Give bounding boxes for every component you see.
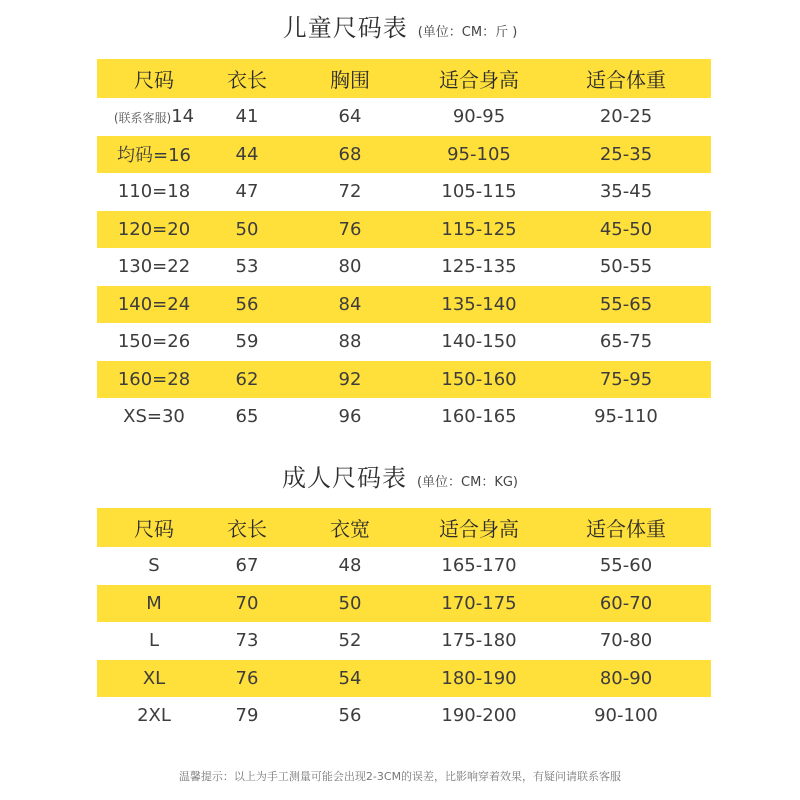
height-cell: 165-170	[441, 555, 517, 577]
height-cell: 90-95	[452, 106, 506, 128]
width-cell: 54	[338, 667, 362, 689]
height-cell: 170-175	[441, 592, 517, 614]
size-cell: 2XL	[137, 705, 171, 727]
size-cell: 130=22	[117, 256, 191, 278]
width-cell: 50	[338, 592, 362, 614]
size-cell: 160=28	[117, 368, 191, 390]
width-cell: 56	[338, 705, 362, 727]
size-cell: 150=26	[117, 331, 191, 353]
kids-table-header	[97, 59, 711, 98]
size-value: 14	[171, 106, 195, 128]
length-cell: 44	[235, 143, 259, 165]
weight-cell: 45-50	[599, 218, 653, 240]
length-cell: 47	[235, 181, 259, 203]
height-cell: 115-125	[441, 218, 517, 240]
height-cell: 95-105	[447, 143, 511, 165]
size-cell	[97, 106, 211, 127]
width-cell: 48	[338, 555, 362, 577]
table-row	[97, 585, 711, 623]
adult-title-text: 成人尺码表	[281, 464, 407, 492]
size-cell: 120=20	[117, 218, 191, 240]
length-cell: 62	[235, 368, 259, 390]
adult-size-table	[97, 508, 711, 735]
table-row	[97, 286, 711, 324]
header-cell: 衣长	[227, 517, 267, 541]
size-cell: XS=30	[123, 406, 185, 428]
header-cell: 适合体重	[586, 68, 666, 92]
weight-cell: 65-75	[599, 331, 653, 353]
size-cell: XL	[142, 667, 166, 689]
header-cell: 适合身高	[439, 68, 519, 92]
length-cell: 76	[235, 667, 259, 689]
size-cell: 140=24	[117, 293, 191, 315]
table-row	[97, 547, 711, 585]
table-row	[97, 98, 711, 136]
kids-unit-text: (单位：CM：斤 )	[417, 25, 518, 40]
kids-size-chart-title	[0, 8, 800, 43]
header-cell: 适合体重	[586, 517, 666, 541]
kids-size-table	[97, 59, 711, 436]
size-cell: L	[148, 630, 160, 652]
weight-cell: 80-90	[599, 667, 653, 689]
length-cell: 59	[235, 331, 259, 353]
table-row	[97, 136, 711, 174]
size-cell: 110=18	[117, 181, 191, 203]
width-cell: 52	[338, 630, 362, 652]
weight-cell: 55-65	[599, 293, 653, 315]
length-cell: 65	[235, 406, 259, 428]
height-cell: 150-160	[441, 368, 517, 390]
table-row	[97, 660, 711, 698]
header-cell: 衣宽	[330, 517, 370, 541]
length-cell: 67	[235, 555, 259, 577]
length-cell: 73	[235, 630, 259, 652]
table-row	[97, 697, 711, 735]
table-row	[97, 211, 711, 249]
length-cell: 56	[235, 293, 259, 315]
height-cell: 125-135	[441, 256, 517, 278]
size-cell: S	[148, 555, 160, 577]
weight-cell: 20-25	[599, 106, 653, 128]
height-cell: 160-165	[441, 406, 517, 428]
chest-cell: 80	[338, 256, 362, 278]
table-row	[97, 361, 711, 399]
size-note: (联系客服)	[113, 111, 172, 126]
weight-cell: 70-80	[599, 630, 653, 652]
weight-cell: 60-70	[599, 592, 653, 614]
length-cell: 41	[235, 106, 259, 128]
adult-table-header	[97, 508, 711, 547]
weight-cell: 90-100	[594, 705, 658, 727]
header-cell: 衣长	[227, 68, 267, 92]
adult-size-chart-title	[0, 458, 800, 493]
weight-cell: 55-60	[599, 555, 653, 577]
chest-cell: 92	[338, 368, 362, 390]
weight-cell: 35-45	[599, 181, 653, 203]
chest-cell: 96	[338, 406, 362, 428]
weight-cell: 50-55	[599, 256, 653, 278]
adult-unit-text: (单位：CM：KG)	[416, 475, 519, 490]
weight-cell: 95-110	[594, 406, 658, 428]
chest-cell: 88	[338, 331, 362, 353]
chest-cell: 84	[338, 293, 362, 315]
height-cell: 105-115	[441, 181, 517, 203]
footer-note: 温馨提示：以上为手工测量可能会出现2-3CM的误差，比影响穿着效果，有疑问请联系客服	[178, 770, 622, 783]
table-row	[97, 323, 711, 361]
table-row	[97, 173, 711, 211]
height-cell: 135-140	[441, 293, 517, 315]
weight-cell: 25-35	[599, 143, 653, 165]
table-row	[97, 248, 711, 286]
length-cell: 53	[235, 256, 259, 278]
table-row	[97, 398, 711, 436]
chest-cell: 76	[338, 218, 362, 240]
header-cell: 胸围	[330, 68, 370, 92]
height-cell: 180-190	[441, 667, 517, 689]
size-cell: 均码=16	[117, 145, 191, 167]
weight-cell: 75-95	[599, 368, 653, 390]
chest-cell: 64	[338, 106, 362, 128]
kids-title-text: 儿童尺码表	[282, 14, 408, 42]
height-cell: 190-200	[441, 705, 517, 727]
header-cell: 尺码	[134, 517, 174, 541]
table-row	[97, 622, 711, 660]
chest-cell: 72	[338, 181, 362, 203]
length-cell: 70	[235, 592, 259, 614]
length-cell: 79	[235, 705, 259, 727]
chest-cell: 68	[338, 143, 362, 165]
length-cell: 50	[235, 218, 259, 240]
height-cell: 175-180	[441, 630, 517, 652]
header-cell: 尺码	[134, 68, 174, 92]
size-cell: M	[146, 592, 162, 614]
header-cell: 适合身高	[439, 517, 519, 541]
height-cell: 140-150	[441, 331, 517, 353]
